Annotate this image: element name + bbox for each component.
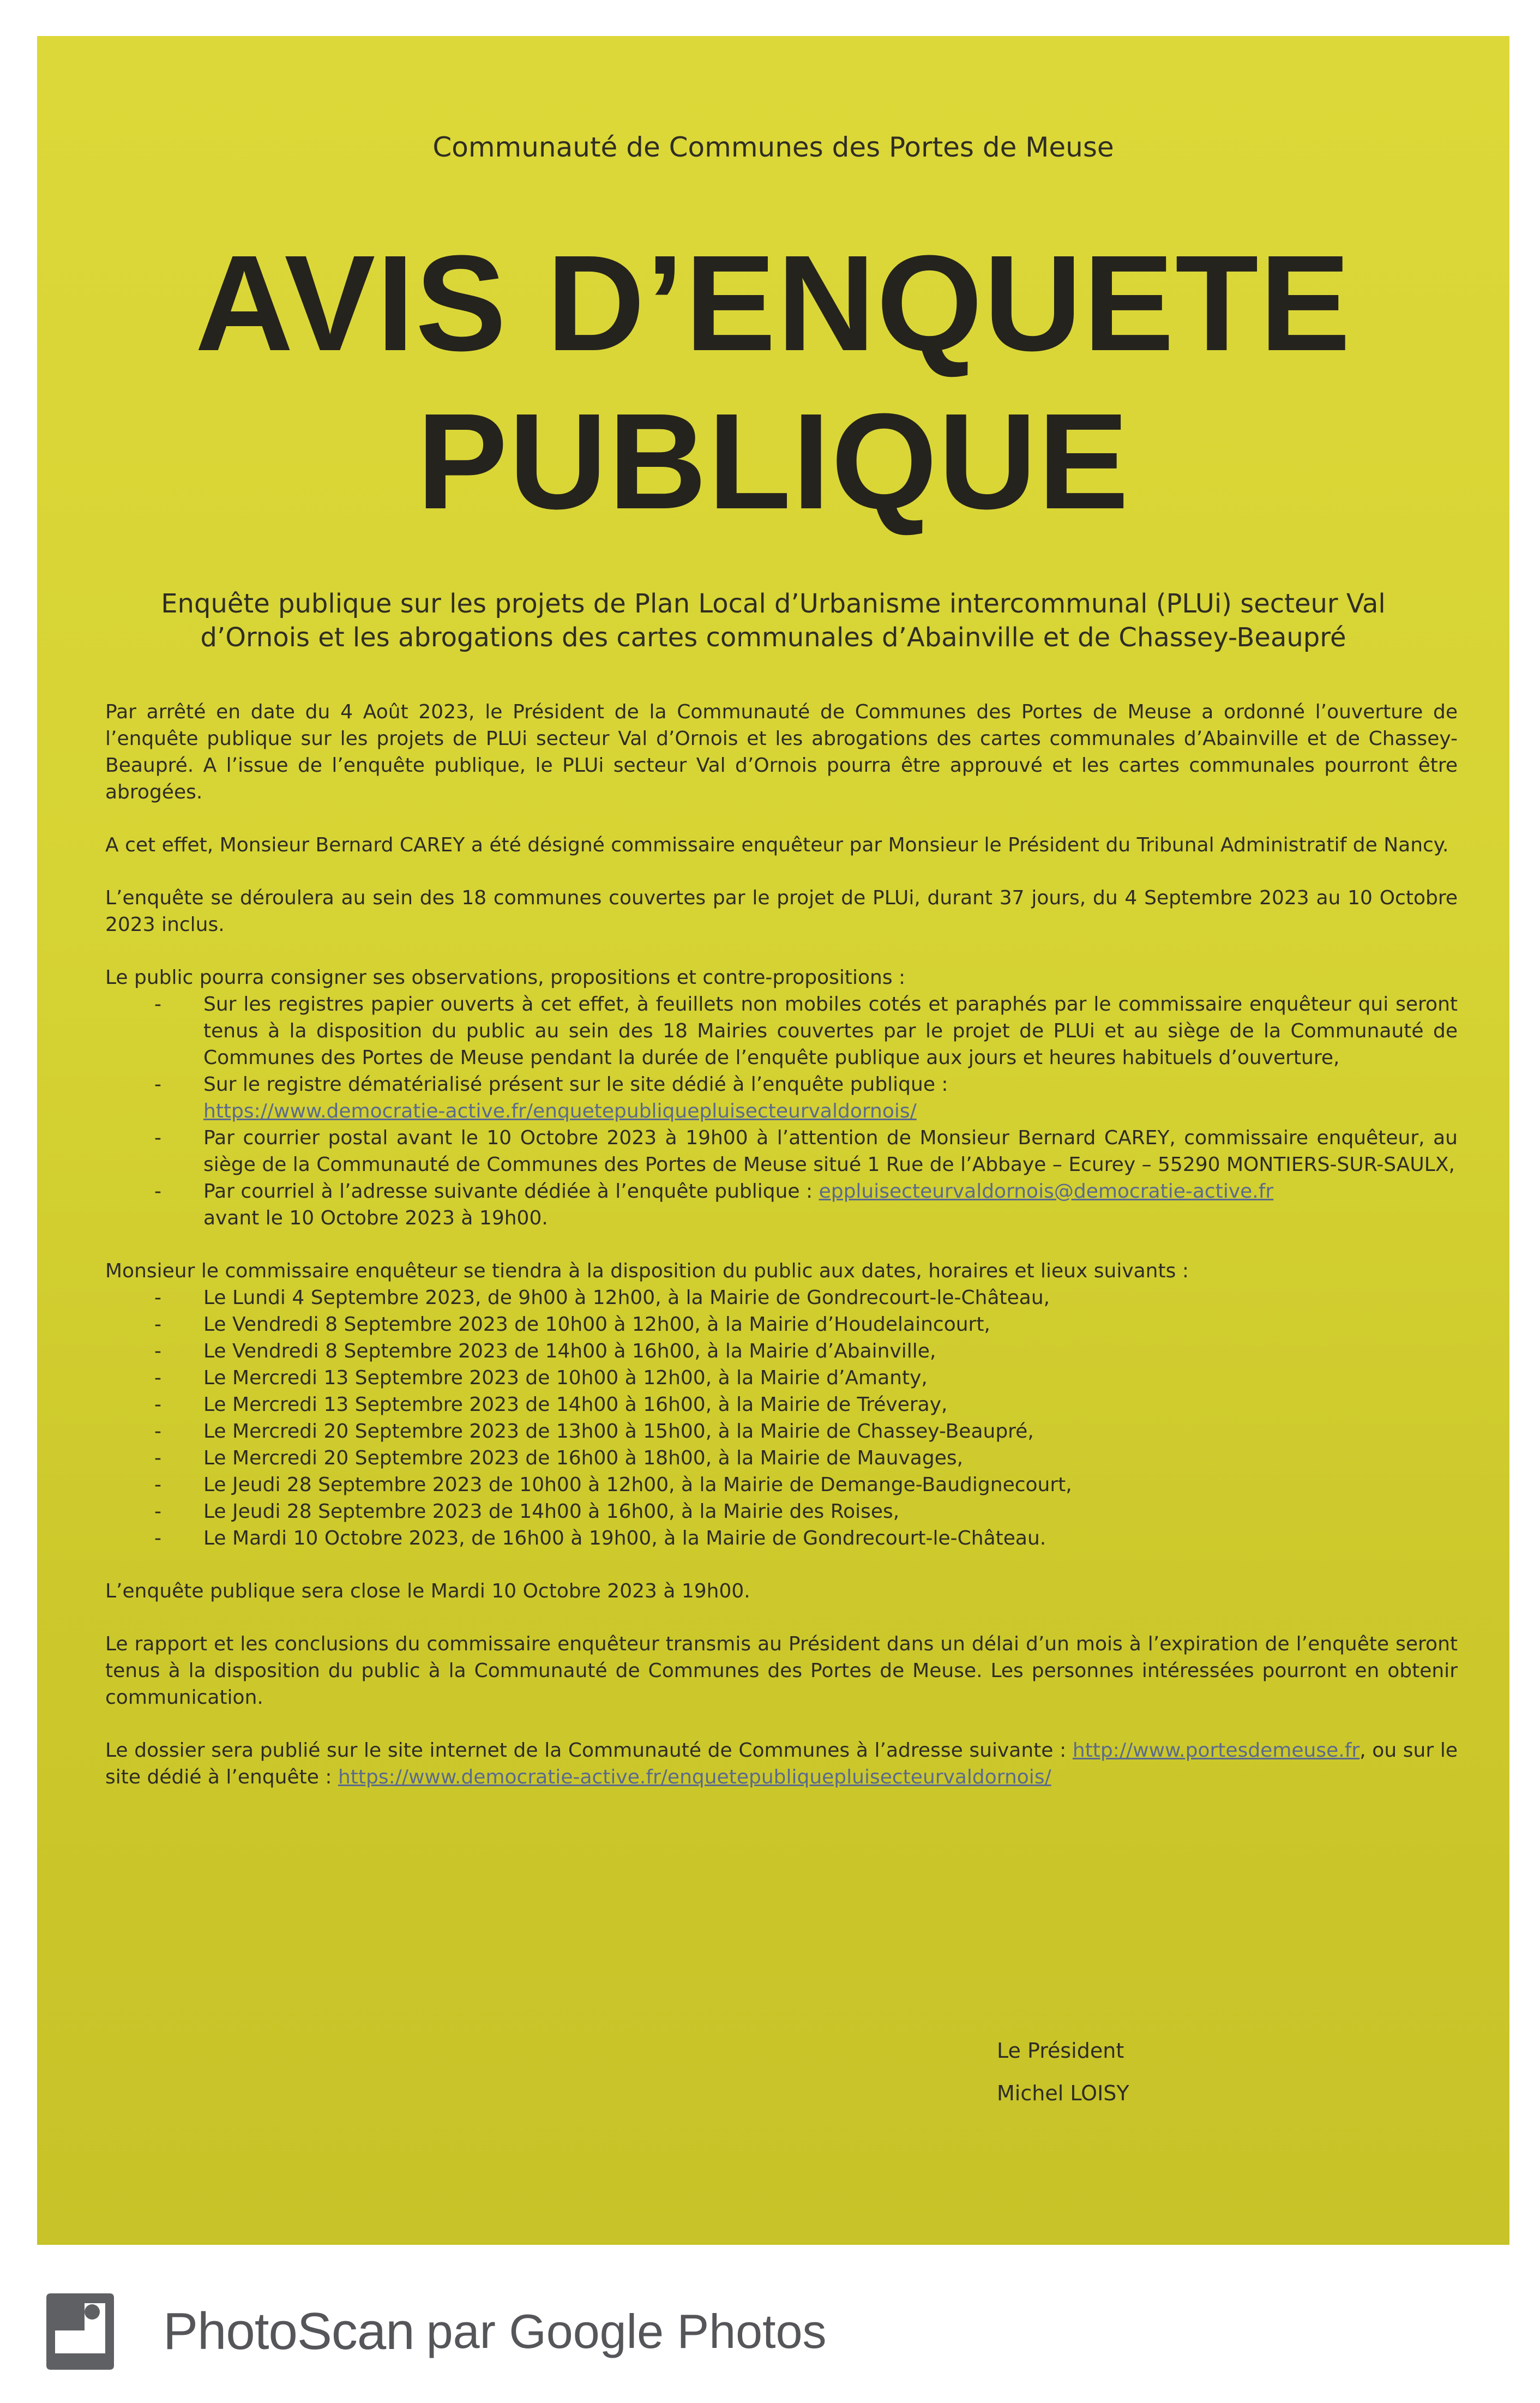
paragraph-dossier	[105, 1737, 1458, 1791]
list-item: - Le Mardi 10 Octobre 2023, de 16h00 à 19h00, à la Mairie de Gondrecourt-le-Château.	[105, 1525, 1458, 1552]
observation-text: avant le 10 Octobre 2023 à 19h00.	[203, 1207, 548, 1229]
signature-block	[997, 2029, 1129, 2114]
photoscan-brand: PhotoScan	[163, 2302, 414, 2360]
dossier-text: , ou sur le site dédié à l’enquête :	[105, 1739, 1458, 1788]
notice-title-line1: AVIS D’ENQUETE	[195, 227, 1352, 379]
paragraph-duree: L’enquête se déroulera au sein des 18 communes couvertes par le projet de PLUi, durant 37 jours, du 4 Septembre 2023 au 10 Octobre 2023 inclus.	[105, 887, 1458, 936]
observation-courrier: - Par courrier postal avant le 10 Octobre 2023 à 19h00 à l’attention de Monsieur Bernard CAREY, commissaire enquêteur, au siège de la Communauté de Communes des Portes de Meuse situé 1 Rue de l’Abbaye – Ecurey – 55290 MONTIERS-SUR-SAULX,	[105, 1125, 1458, 1178]
portes-de-meuse-link[interactable]: http://www.portesdemeuse.fr	[1072, 1739, 1360, 1762]
list-item: - Le Mercredi 20 Septembre 2023 de 16h00 à 18h00, à la Mairie de Mauvages,	[105, 1445, 1458, 1471]
list-item: - Le Vendredi 8 Septembre 2023 de 14h00 à 16h00, à la Mairie d’Abainville,	[105, 1338, 1458, 1365]
email-link[interactable]: eppluisecteurvaldornois@democratie-active.fr	[819, 1180, 1274, 1203]
notice-subtitle: Enquête publique sur les projets de Plan Local d’Urbanisme intercommunal (PLUi) secteur Val d’Ornois et les abrogations des cartes communales d’Abainville et de Chassey-Beaupré	[161, 588, 1386, 653]
signature-name: Michel LOISY	[997, 2081, 1129, 2105]
permanences-list	[105, 1284, 1458, 1552]
photoscan-suffix: par Google Photos	[426, 2304, 827, 2358]
observation-text: Par courriel à l’adresse suivante dédiée à l’enquête publique :	[203, 1180, 813, 1203]
observation-courriel	[105, 1178, 1458, 1231]
registre-link[interactable]: https://www.democratie-active.fr/enquetepubliquepluisecteurvaldornois/	[203, 1100, 917, 1122]
observation-registre-papier: - Sur les registres papier ouverts à cet effet, à feuillets non mobiles cotés et paraphés par le commissaire enquêteur qui seront tenus à la disposition du public au sein des 18 Mairies couvertes par le projet de PLUi et au siège de la Communauté de Communes des Portes de Meuse pendant la durée de l’enquête publique aux jours et heures habituels d’ouverture,	[105, 991, 1458, 1071]
observation-registre-dematerialise	[105, 1071, 1458, 1125]
paragraph-rapport: Le rapport et les conclusions du commissaire enquêteur transmis au Président dans un délai d’un mois à l’expiration de l’enquête seront tenus à la disposition du public à la Communauté de Communes des Portes de Meuse. Les personnes intéressées pourront en obtenir communication.	[105, 1633, 1458, 1709]
list-item: - Le Jeudi 28 Septembre 2023 de 10h00 à 12h00, à la Mairie de Demange-Baudignecourt,	[105, 1471, 1458, 1498]
list-item: - Le Mercredi 13 Septembre 2023 de 14h00 à 16h00, à la Mairie de Tréveray,	[105, 1391, 1458, 1418]
observations-intro: Le public pourra consigner ses observations, propositions et contre-propositions :	[105, 966, 906, 989]
democratie-active-link[interactable]: https://www.democratie-active.fr/enquetepubliquepluisecteurvaldornois/	[338, 1766, 1051, 1788]
signature-role: Le Président	[997, 2039, 1124, 2063]
organisation-name: Communauté de Communes des Portes de Meuse	[432, 131, 1114, 163]
observation-text: Sur le registre dématérialisé présent sur le site dédié à l’enquête publique :	[203, 1073, 948, 1096]
paragraph-commissaire: A cet effet, Monsieur Bernard CAREY a été désigné commissaire enquêteur par Monsieur le Président du Tribunal Administratif de Nancy.	[105, 834, 1449, 856]
list-item: - Le Lundi 4 Septembre 2023, de 9h00 à 12h00, à la Mairie de Gondrecourt-le-Château,	[105, 1284, 1458, 1311]
list-item: - Le Vendredi 8 Septembre 2023 de 10h00 à 12h00, à la Mairie d’Houdelaincourt,	[105, 1311, 1458, 1338]
notice-title	[37, 224, 1509, 540]
observations-list	[105, 991, 1458, 1231]
paragraph-arrete: Par arrêté en date du 4 Août 2023, le Président de la Communauté de Communes des Portes de Meuse a ordonné l’ouverture de l’enquête publique sur les projets de PLUi secteur Val d’Ornois et les abrogations des cartes communales d’Abainville et de Chassey-Beaupré. A l’issue de l’enquête publique, le PLUi secteur Val d’Ornois pourra être approuvé et les cartes communales pourront être abrogées.	[105, 701, 1458, 803]
permanences-intro: Monsieur le commissaire enquêteur se tiendra à la disposition du public aux dates, horaires et lieux suivants :	[105, 1260, 1189, 1282]
list-item: - Le Jeudi 28 Septembre 2023 de 14h00 à 16h00, à la Mairie des Roises,	[105, 1498, 1458, 1525]
paragraph-cloture: L’enquête publique sera close le Mardi 10 Octobre 2023 à 19h00.	[105, 1580, 750, 1602]
list-item: - Le Mercredi 20 Septembre 2023 de 13h00 à 15h00, à la Mairie de Chassey-Beaupré,	[105, 1418, 1458, 1445]
notice-body	[105, 699, 1458, 1791]
photoscan-footer	[46, 2288, 1082, 2375]
notice-poster	[37, 36, 1509, 2245]
list-item: - Le Mercredi 13 Septembre 2023 de 10h00 à 12h00, à la Mairie d’Amanty,	[105, 1365, 1458, 1391]
photoscan-icon	[46, 2293, 114, 2370]
notice-title-line2: PUBLIQUE	[417, 385, 1130, 537]
dossier-text: Le dossier sera publié sur le site internet de la Communauté de Communes à l’adresse suivante :	[105, 1739, 1067, 1762]
